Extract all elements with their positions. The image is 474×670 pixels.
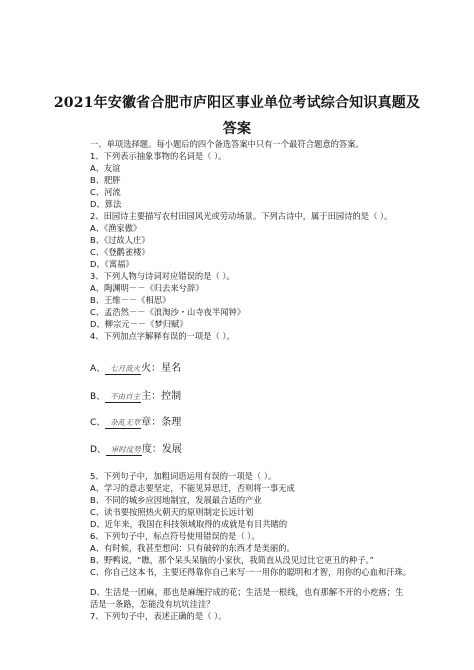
q5-option-c: C、读书要按照热火朝天的原则制定长远计划	[90, 507, 254, 517]
q2-option-b: B、《过故人庄》	[90, 235, 150, 245]
q3-option-b: B、王维－－《相思》	[90, 295, 171, 305]
q4-option-a	[90, 359, 181, 375]
handwritten-phrase: 不由自主	[110, 392, 141, 401]
q2-option-c: C、《登鹳雀楼》	[90, 247, 150, 257]
q1-option-b: B、肥胖	[90, 175, 121, 185]
q6-option-a: A、有时候，我甚至想问：只有破碎的东西才是美丽的。	[90, 543, 295, 553]
q3-option-c: C、孟浩然－－《浪淘沙・山寺夜半闻钟》	[90, 307, 246, 317]
option-text: 章：条理	[141, 417, 182, 428]
title-line-1: 2021年安徽省合肥市庐阳区事业单位考试综合知识真题及	[53, 95, 421, 111]
q4-option-d	[90, 440, 182, 456]
q2-option-a: A、《渔家傲》	[90, 223, 142, 233]
q1-option-d: D、算法	[90, 199, 122, 209]
q5-option-b: B、不同的城乡应因地制宜，发展最合适的产业	[90, 495, 262, 505]
question-7: 7、下列句子中，表述正确的是（ ）。	[90, 611, 227, 621]
option-label: C、	[90, 418, 106, 428]
handwritten-phrase: 审时度势	[110, 445, 141, 454]
question-6: 6、下列句子中，标点符号使用错误的是（ ）。	[90, 531, 260, 541]
option-text: 度：发展	[141, 444, 182, 455]
q6-option-b: B、野鸭说，“瞧，那个呆头呆脑的小家伙，我简直从没见过比它更丑的种子。”	[90, 555, 374, 565]
q3-option-a: A、陶渊明－－《归去来兮辞》	[90, 283, 204, 293]
option-label: D、	[90, 445, 106, 455]
q6-option-d-line-1: D、生活是一团麻，那也是麻缠拧成的花；生活是一根线，也有那解不开的小疙瘩；生	[90, 587, 404, 597]
question-3: 3、下列人物与诗词对应错误的是（ ）。	[90, 271, 235, 281]
q5-option-d: D、近年来，我国在科技领域取得的成就是有目共睹的	[90, 519, 288, 529]
question-1: 1、下列表示抽象事物的名词是（ ）。	[90, 151, 227, 161]
q3-option-d: D、柳宗元－－《梦归赋》	[90, 319, 188, 329]
title-line-2: 答案	[222, 121, 252, 137]
q4-option-b	[90, 387, 181, 403]
option-label: A、	[90, 364, 106, 374]
q2-option-d: D、《寓福》	[90, 259, 134, 269]
handwritten-phrase: 杂乱无章	[110, 418, 141, 427]
handwritten-phrase: 七月流火	[110, 364, 141, 373]
question-2: 2、田园诗主要描写农村田园风光或劳动场景。下列古诗中，属于田园诗的是（ ）。	[90, 211, 393, 221]
q5-option-a: A、学习的意志要坚定，不能见异思迁，否则将一事无成	[90, 483, 295, 493]
option-text: 主：控制	[141, 391, 182, 402]
question-5: 5、下列句子中，加粗词语运用有误的一项是（ ）。	[90, 471, 277, 481]
q4-option-c	[90, 413, 181, 429]
q6-option-d-line-2: 活是一条路，怎能没有坑坑洼洼？	[90, 599, 215, 609]
option-label: B、	[90, 392, 106, 402]
question-4: 4、下列加点字解释有误的一项是（ ）。	[90, 331, 235, 341]
q1-option-c: C、河流	[90, 187, 121, 197]
section-heading: 一、单项选择题。每小题后的四个备选答案中只有一个最符合题意的答案。	[90, 139, 364, 149]
option-text: 火：星名	[141, 363, 182, 374]
q6-option-c: C、你自己这本书，主要还得靠你自己来写一一用你的聪明和才智，用你的心血和汗珠。	[90, 567, 412, 577]
q1-option-a: A、友谊	[90, 163, 121, 173]
